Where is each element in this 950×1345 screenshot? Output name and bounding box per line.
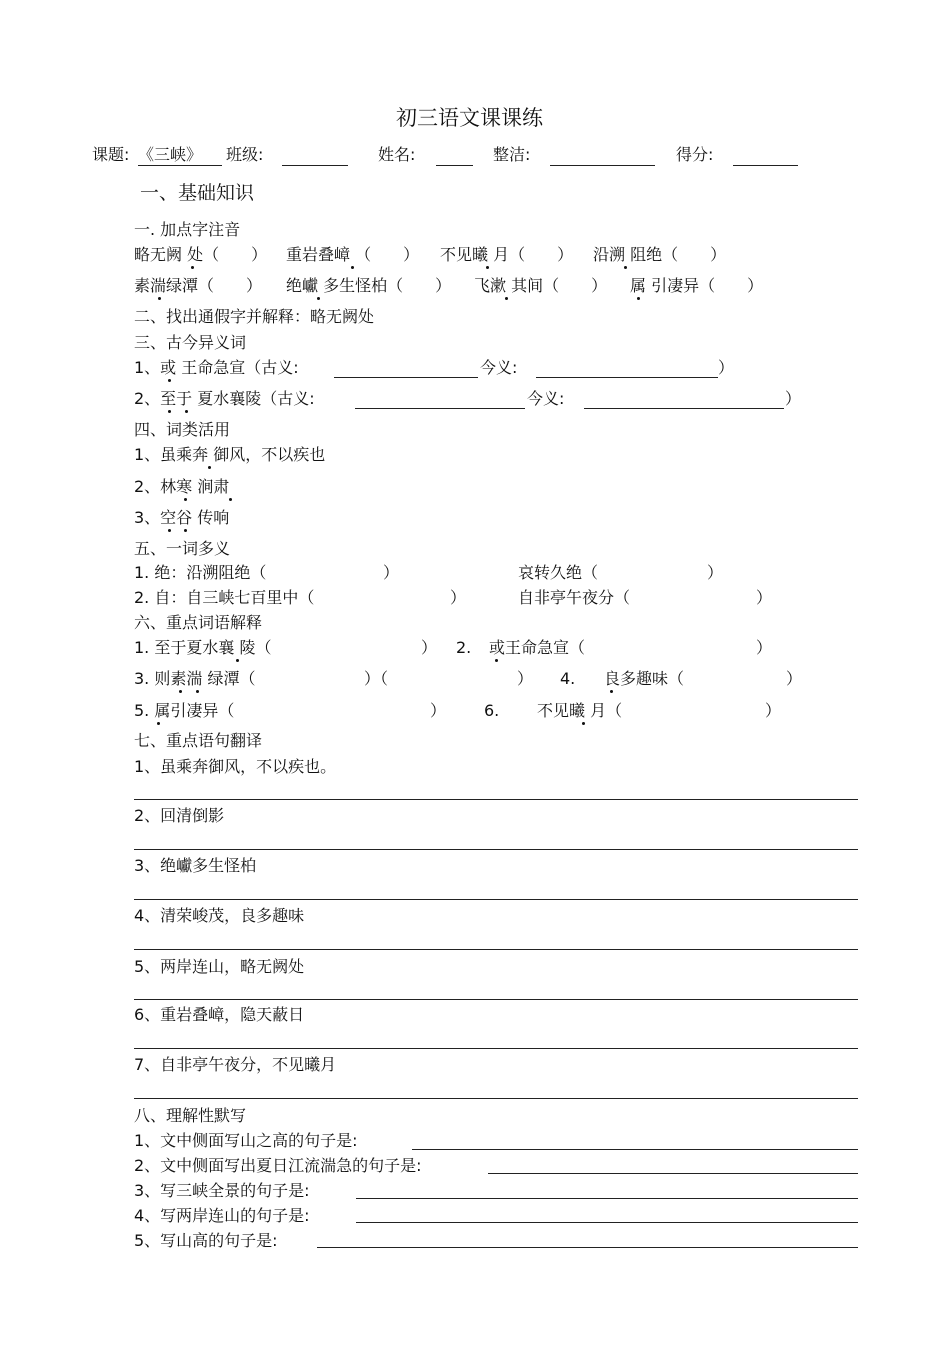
- s7-item: 6、重岩叠嶂，隐天蔽日: [134, 1005, 305, 1024]
- s6-r1: ）: [756, 638, 773, 657]
- s4-item: 1、虽乘奔 御风，不以疾也: [134, 445, 326, 464]
- s8-blank[interactable]: [356, 1222, 858, 1223]
- s8-item: 2、文中侧面写出夏日江流湍急的句子是:: [134, 1156, 422, 1175]
- emphasis-dot: [486, 266, 489, 269]
- s3-item2-ancient-blank[interactable]: [355, 408, 525, 409]
- s1-item: 略无阙 处（ ）: [134, 245, 268, 264]
- emphasis-dot: [495, 659, 498, 662]
- s1-item: 属 引凄异（ ）: [630, 276, 764, 295]
- s6-r1: 2.: [456, 638, 472, 657]
- neat-blank[interactable]: [550, 165, 655, 166]
- s5-r2: ）: [450, 588, 467, 607]
- s1-item: 素湍绿潭（ ）: [134, 276, 263, 295]
- emphasis-dot: [582, 722, 585, 725]
- s6-r2: 3. 则素湍 绿潭（: [134, 669, 256, 688]
- name-blank[interactable]: [436, 165, 473, 166]
- neat-label: 整洁:: [493, 145, 531, 164]
- s6-r2: ）（: [364, 669, 389, 688]
- s7-item: 1、虽乘奔御风，不以疾也。: [134, 757, 337, 776]
- emphasis-dot: [196, 690, 199, 693]
- s1-item: 绝巘 多生怪柏（ ）: [286, 276, 452, 295]
- emphasis-dot: [168, 379, 171, 382]
- s3-close: ）: [785, 389, 802, 408]
- s5-r2: 2. 自：自三峡七百里中（: [134, 588, 315, 607]
- s6-r1: 或王命急宣（: [489, 638, 586, 657]
- s3-item2-modern-blank[interactable]: [584, 408, 784, 409]
- s6-r2: 4.: [560, 669, 576, 688]
- emphasis-dot: [229, 498, 232, 501]
- s6-r2: 良多趣味（: [604, 669, 685, 688]
- emphasis-dot: [191, 266, 194, 269]
- topic-value: 《三峡》: [138, 145, 203, 164]
- page-title: 初三语文课课练: [396, 106, 543, 130]
- name-label: 姓名:: [378, 145, 416, 164]
- s5-r2: ）: [756, 588, 773, 607]
- topic-label: 课题:: [92, 145, 130, 164]
- s6-r3: 5. 属引凄异（: [134, 701, 235, 720]
- s3-title: 三、古今异义词: [134, 333, 247, 352]
- class-blank[interactable]: [282, 165, 348, 166]
- answer-line[interactable]: [134, 799, 858, 800]
- s3-item1-ancient: 1、或 王命急宣（古义:: [134, 358, 299, 377]
- emphasis-dot: [185, 410, 188, 413]
- s3-item1-modern: 今义:: [480, 358, 518, 377]
- s6-r2: ）: [786, 669, 803, 688]
- s5-r1: 1. 绝：沿溯阻绝（: [134, 563, 267, 582]
- answer-line[interactable]: [134, 849, 858, 850]
- s1-item: 重岩叠嶂 （ ）: [286, 245, 420, 264]
- s6-title: 六、重点词语解释: [134, 613, 263, 632]
- s8-item: 1、文中侧面写山之高的句子是:: [134, 1131, 358, 1150]
- section-basic-knowledge: 一、基础知识: [140, 182, 255, 204]
- s6-r1: 1. 至于夏水襄 陵（: [134, 638, 272, 657]
- emphasis-dot: [179, 690, 182, 693]
- emphasis-dot: [351, 266, 354, 269]
- s1-item: 沿溯 阻绝（ ）: [593, 245, 727, 264]
- emphasis-dot: [637, 297, 640, 300]
- s8-blank[interactable]: [317, 1247, 858, 1248]
- answer-line[interactable]: [134, 999, 858, 1000]
- s3-item2-modern: 今义:: [527, 389, 565, 408]
- s8-blank[interactable]: [412, 1149, 858, 1150]
- score-label: 得分:: [676, 145, 714, 164]
- s8-item: 4、写两岸连山的句子是:: [134, 1206, 310, 1225]
- s8-item: 5、写山高的句子是:: [134, 1231, 278, 1250]
- s6-r3: 6.: [484, 701, 500, 720]
- emphasis-dot: [184, 529, 187, 532]
- answer-line[interactable]: [134, 949, 858, 950]
- s5-r1: 哀转久绝（: [518, 563, 599, 582]
- s8-blank[interactable]: [488, 1173, 858, 1174]
- s4-title: 四、词类活用: [134, 420, 231, 439]
- s1-item: 飞漱 其间（ ）: [474, 276, 608, 295]
- class-label: 班级:: [226, 145, 264, 164]
- emphasis-dot: [157, 722, 160, 725]
- emphasis-dot: [317, 297, 320, 300]
- s5-r1: ）: [707, 563, 724, 582]
- answer-line[interactable]: [134, 899, 858, 900]
- s6-r1: ）: [421, 638, 438, 657]
- emphasis-dot: [184, 498, 187, 501]
- s7-item: 7、自非亭午夜分，不见曦月: [134, 1055, 337, 1074]
- s6-r3: 不见曦 月（: [537, 701, 623, 720]
- s3-item1-modern-blank[interactable]: [536, 377, 718, 378]
- score-blank[interactable]: [733, 165, 798, 166]
- s7-item: 5、两岸连山，略无阙处: [134, 957, 305, 976]
- topic-underline: [138, 165, 222, 166]
- s5-r2: 自非亭午夜分（: [518, 588, 631, 607]
- s4-item: 2、林寒 涧肃: [134, 477, 230, 496]
- s6-r3: ）: [430, 701, 447, 720]
- s8-title: 八、理解性默写: [134, 1106, 247, 1125]
- s5-r1: ）: [383, 563, 400, 582]
- emphasis-dot: [158, 297, 161, 300]
- s7-title: 七、重点语句翻译: [134, 731, 263, 750]
- s6-r2: ）: [517, 669, 534, 688]
- s3-item2-ancient: 2、至于 夏水襄陵（古义:: [134, 389, 315, 408]
- emphasis-dot: [208, 466, 211, 469]
- s4-item: 3、空谷 传响: [134, 508, 230, 527]
- s2-title: 二、找出通假字并解释：略无阙处: [134, 307, 375, 326]
- s7-item: 4、清荣峻茂，良多趣味: [134, 906, 305, 925]
- emphasis-dot: [624, 266, 627, 269]
- s8-blank[interactable]: [356, 1198, 858, 1199]
- s3-item1-ancient-blank[interactable]: [334, 377, 478, 378]
- emphasis-dot: [610, 690, 613, 693]
- s7-item: 3、绝巘多生怪柏: [134, 856, 257, 875]
- s1-item: 不见曦 月（ ）: [440, 245, 574, 264]
- s1-title: 一. 加点字注音: [134, 220, 241, 239]
- emphasis-dot: [168, 410, 171, 413]
- s5-title: 五、一词多义: [134, 539, 231, 558]
- emphasis-dot: [505, 297, 508, 300]
- answer-line[interactable]: [134, 1048, 858, 1049]
- s6-r3: ）: [765, 701, 782, 720]
- emphasis-dot: [236, 659, 239, 662]
- emphasis-dot: [168, 529, 171, 532]
- s8-item: 3、写三峡全景的句子是:: [134, 1181, 310, 1200]
- s7-item: 2、回清倒影: [134, 806, 225, 825]
- answer-line[interactable]: [134, 1098, 858, 1099]
- s3-close: ）: [718, 358, 735, 377]
